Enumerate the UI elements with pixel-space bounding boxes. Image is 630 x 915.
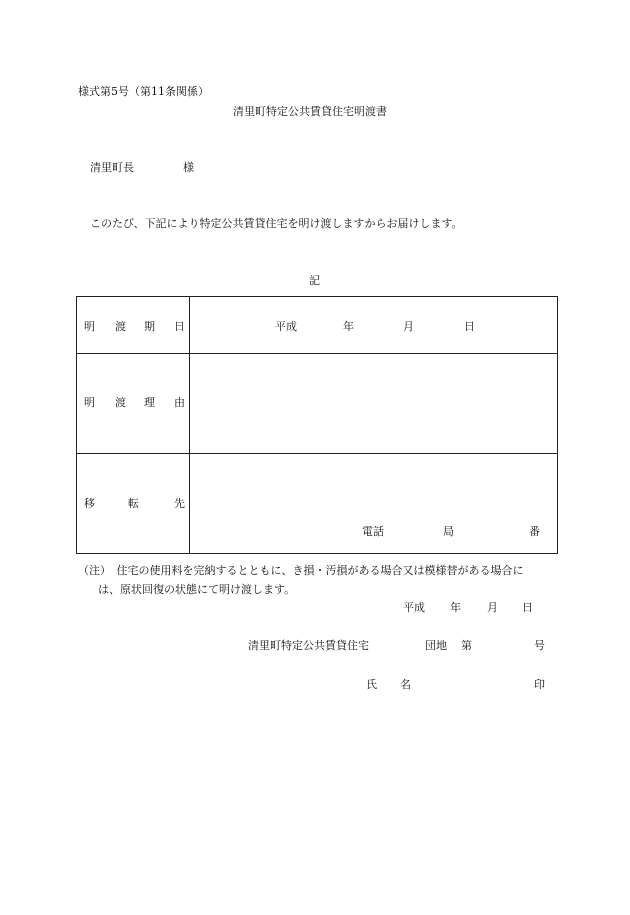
addressee-recipient: 清里町長 xyxy=(90,161,134,174)
note-line-1: （注） 住宅の使用料を完納するとともに、き損・汚損がある場合又は模様替がある場合に xyxy=(78,564,524,577)
note-line-2: は、原状回復の状態にて明け渡します。 xyxy=(98,583,296,596)
gou-label: 号 xyxy=(534,639,545,652)
housing-label: 清里町特定公共賃貸住宅 xyxy=(248,639,369,652)
label-char: 日 xyxy=(174,320,185,333)
label-char: 明 xyxy=(84,396,95,409)
label-char: 由 xyxy=(174,396,185,409)
label-char: 渡 xyxy=(115,320,126,333)
label-char: 転 xyxy=(128,497,139,510)
date-era: 平成 xyxy=(275,320,297,333)
phone-label: 電話 xyxy=(362,525,384,538)
signature-date-era: 平成 xyxy=(403,601,425,614)
dai-label: 第 xyxy=(461,639,472,652)
label-char: 期 xyxy=(144,320,155,333)
phone-exchange: 局 xyxy=(443,525,454,538)
name-label-mei: 名 xyxy=(400,678,411,691)
table-row-new-address xyxy=(77,454,557,553)
date-year: 年 xyxy=(343,320,354,333)
name-label-shi: 氏 xyxy=(366,678,377,691)
label-char: 移 xyxy=(84,497,95,510)
phone-number: 番 xyxy=(529,525,540,538)
date-month: 月 xyxy=(403,320,414,333)
label-char: 明 xyxy=(84,320,95,333)
date-day: 日 xyxy=(464,320,475,333)
form-number: 様式第5号（第11条関係） xyxy=(78,85,209,98)
seal-label: 印 xyxy=(534,678,545,691)
ki-heading: 記 xyxy=(309,274,320,287)
signature-date-month: 月 xyxy=(487,601,498,614)
notice-text: このたび、下記により特定公共賃貸住宅を明け渡しますからお届けします。 xyxy=(90,217,463,230)
vacate-details-table xyxy=(76,296,558,554)
table-row-vacate-date xyxy=(77,297,557,354)
label-char: 渡 xyxy=(115,396,126,409)
addressee-honorific: 様 xyxy=(183,161,194,174)
signature-date-year: 年 xyxy=(450,601,461,614)
label-char: 先 xyxy=(174,497,185,510)
label-char: 理 xyxy=(144,396,155,409)
danchi-label: 団地 xyxy=(425,639,447,652)
signature-date-day: 日 xyxy=(522,601,533,614)
table-row-vacate-reason xyxy=(77,354,557,454)
document-title: 清里町特定公共賃貸住宅明渡書 xyxy=(233,105,387,118)
